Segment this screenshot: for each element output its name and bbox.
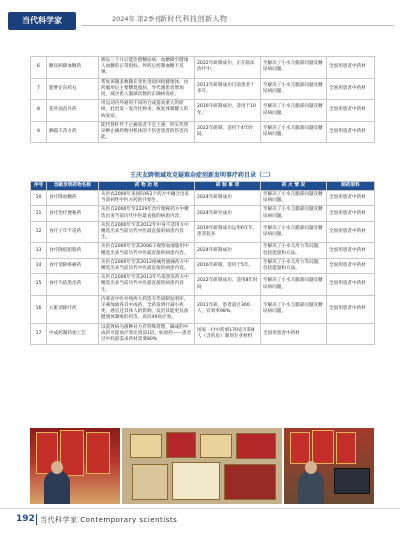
photo-certificates xyxy=(122,428,282,504)
table-cell: 2011年研，患者超过300人，有效率98%。 xyxy=(195,295,261,323)
footer-bar xyxy=(36,514,37,525)
table-cell: 全国用患者中药材 xyxy=(327,78,375,100)
photo-strip xyxy=(30,428,374,504)
table-cell: 全国用患者中药材 xyxy=(261,323,327,345)
table-row xyxy=(31,206,375,221)
table-cell: 中成药制药加工艺 xyxy=(47,323,99,345)
table-cell: 2016年研制成功，适用于10年。 xyxy=(195,100,261,122)
column-header: 研 制 事 项 xyxy=(195,182,261,191)
table-cell: 至解决了小水儿腿部问题及糖尿病问题。 xyxy=(261,78,327,100)
column-header: 创新发明药物名称 xyxy=(47,182,99,191)
photo-banners-portrait xyxy=(30,428,120,504)
table-cell: 从医自2000年至其2012疼痛性液痛药方中精选出来当前历代中医最直接的病患内容。 xyxy=(99,258,195,273)
table-cell: 全国用患者中药材 xyxy=(327,258,375,273)
table-cell: 2024年研制成功 xyxy=(195,243,261,258)
page-header xyxy=(0,0,400,36)
table-cell: 至解决了小水儿用力等问题，包括能量和方法。 xyxy=(261,243,327,258)
section-title: 王庆友跨领域攻克疑难杂症创新发明事疗药目录（二） xyxy=(129,172,274,179)
table-row xyxy=(31,274,375,296)
table-cell: 17 xyxy=(31,323,47,345)
table-cell: 至解决了小水儿腿部问题及糖尿病问题。 xyxy=(261,206,327,221)
photo-desk-portrait xyxy=(284,428,374,504)
table-cell: 至解决了小水儿腿部问题及糖尿病问题。 xyxy=(261,274,327,296)
magazine-name: 当代科学家 Contemporary scientists xyxy=(40,516,178,524)
table-cell: 以前致病为菌种对方有特殊常理，确成的中成药可提高疗效达到前1倍，如原药——患者过中药前需求药材需要80% xyxy=(99,323,195,345)
table-cell: 至解决了小水儿腿部问题及糖尿病问题。 xyxy=(261,100,327,122)
table-cell: 至解决了小水儿用力等问题，包括能量和方法。 xyxy=(261,258,327,273)
issue-label: 2024年 第2季刊 xyxy=(112,15,161,23)
column-title: 新时代科技创新人物 xyxy=(160,15,228,23)
column-header: 药 物 功 效 xyxy=(99,182,195,191)
page-number: 192 xyxy=(16,514,35,524)
table-cell: 食疗降血糖药 xyxy=(47,191,99,206)
table-cell: 2022年研制成功，正在临床治疗中。 xyxy=(195,57,261,79)
table-cell: 2016年研制，适用于5年。 xyxy=(195,258,261,273)
table-row xyxy=(31,295,375,323)
table-cell: 帮复该服多数随在变化进退回指健康体，由药服用后主要燃烧脂肪，导代谢患者增加度，减少患人服球次数的正确病发症。 xyxy=(99,78,195,100)
table-cell: 2024年研究成功 xyxy=(195,206,261,221)
table-cell: 2011年研制成功目前患者十多年。 xyxy=(195,78,261,100)
table-cell: 糖尿病降血糖药 xyxy=(47,57,99,79)
table-cell: 从医自2000年至2229年治疗便秘药方中精选出来当前历代中医最直接的病患内容。 xyxy=(99,206,195,221)
table-cell: 全国用患者中药材 xyxy=(327,121,375,143)
table-cell: 至解决了小水儿腿部问题及糖尿病问题。 xyxy=(261,191,327,206)
table-cell: 能代替杆件于止痛患者不会上感，所实代替杂种止痛药物对机体的不伤害患者的伤害功能。 xyxy=(99,121,195,143)
table-cell: 食疗治疗便秘药 xyxy=(47,206,99,221)
table-cell: 全国用患者中药材 xyxy=(327,206,375,221)
table-cell: 食疗降低胆脂药 xyxy=(47,243,99,258)
table-row xyxy=(31,243,375,258)
table-cell: 2024年研制成功 xyxy=(195,191,261,206)
table-row xyxy=(31,323,375,345)
table-cell: 2022年研制成功，适用8年时间 xyxy=(195,274,261,296)
table-cell: 用运动内外通用不同的合成提高重大的原研，此治发一发冷化物来，恢复体制健人的病发症。 xyxy=(99,100,195,122)
table-cell: 全国用患者中药材 xyxy=(327,100,375,122)
table-cell: 全国用患者中药材 xyxy=(327,221,375,243)
table-cell: 全国用患者中药材 xyxy=(327,274,375,296)
table-cell: 晒霜天苗方药 xyxy=(47,121,99,143)
table-cell: 从医自2000年至其2006下观察血液脂用中精选出来当前历代中医最直接的病患内容。 xyxy=(99,243,195,258)
table-cell: 从医农2000年来国际病2个药方中融合出来当前病性中医方药的开始生。 xyxy=(99,191,195,206)
table-cell: 花叶面苗丹药 xyxy=(47,100,99,122)
table-cell: 全国用患者中药材 xyxy=(327,243,375,258)
table-cell: 肥胖定向药丸 xyxy=(47,78,99,100)
table-row xyxy=(31,121,375,143)
table-cell: 全国用患者中药材 xyxy=(327,191,375,206)
column-header: 序号 xyxy=(31,182,47,191)
table-cell: 13 xyxy=(31,243,47,258)
table-cell: 7 xyxy=(31,78,47,100)
table-cell: 五脏消除疗药 xyxy=(47,295,99,323)
footer-divider xyxy=(0,508,400,509)
table-header-row xyxy=(31,182,375,191)
table-row xyxy=(31,78,375,100)
column-header: 制药原料 xyxy=(327,182,375,191)
table-cell: 食疗鸟依黑皮药 xyxy=(47,274,99,296)
table-cell: 8 xyxy=(31,100,47,122)
table-cell: 从医自2000年至其2013年鸟依黑皮药方中精选出来当前历代中医最直接的病患内容生。 xyxy=(99,274,195,296)
table-cell: 6 xyxy=(31,57,47,79)
table-row xyxy=(31,57,375,79)
table-cell: 食疗子年不适药 xyxy=(47,221,99,243)
drug-table-2 xyxy=(30,181,375,345)
table-cell: 至解决了小水儿腿部问题及糖尿病问题。 xyxy=(261,121,327,143)
table-cell: 至解决了小水儿腿部问题及糖尿病问题。 xyxy=(261,57,327,79)
table-row xyxy=(31,258,375,273)
table-cell: 全国用患者中药材 xyxy=(327,57,375,79)
table-cell: 内蒙省中医并纯两大药选专代研制发明库，辛辣加油各其中成药，全药发明疗减小疾死，感官还其体人的影响，发治其能更具备健康体制疼的用等，高价49高疗效。 xyxy=(99,295,195,323)
table-cell: 胰岛三个月后能治愈糖尿病，血糖降至健康人血糖的正常指标，停药后控制血糖不反弹。 xyxy=(99,57,195,79)
table-cell: 食疗消除疼痛药 xyxy=(47,258,99,273)
logo-text: 当代科学家 xyxy=(22,16,62,25)
table-cell: 9 xyxy=(31,121,47,143)
table-cell: 16 xyxy=(31,295,47,323)
header-divider xyxy=(82,25,394,26)
table-cell xyxy=(327,323,375,345)
table-cell: 全国用患者中药材 xyxy=(327,295,375,323)
table-row xyxy=(31,191,375,206)
table-cell: 2022年研制，适用于4年时间。 xyxy=(195,121,261,143)
drug-table-1 xyxy=(30,56,375,143)
table-cell: 至解决了小水儿腿部问题及糖尿病问题。 xyxy=(261,295,327,323)
table-row xyxy=(31,100,375,122)
table-cell: 国家一付中药重170克专制4人（含药房）制剂专业材料 xyxy=(195,323,261,345)
magazine-logo xyxy=(8,12,76,30)
table-cell: 11 xyxy=(31,206,47,221)
table-row xyxy=(31,221,375,243)
table-cell: 至解决了小水儿腿部问题及糖尿病问题。 xyxy=(261,221,327,243)
table-cell: 12 xyxy=(31,221,47,243)
column-header: 药 火 情 况 xyxy=(261,182,327,191)
table-cell: 15 xyxy=(31,274,47,296)
table-cell: 14 xyxy=(31,258,47,273)
table-cell: 从医自2000年至其2012年中身不适用方中精选出来当前历代中医最直接的病患内容生。 xyxy=(99,221,195,243)
table-cell: 2019年研制成功运用6年年，患者较多 xyxy=(195,221,261,243)
table-cell: 10 xyxy=(31,191,47,206)
